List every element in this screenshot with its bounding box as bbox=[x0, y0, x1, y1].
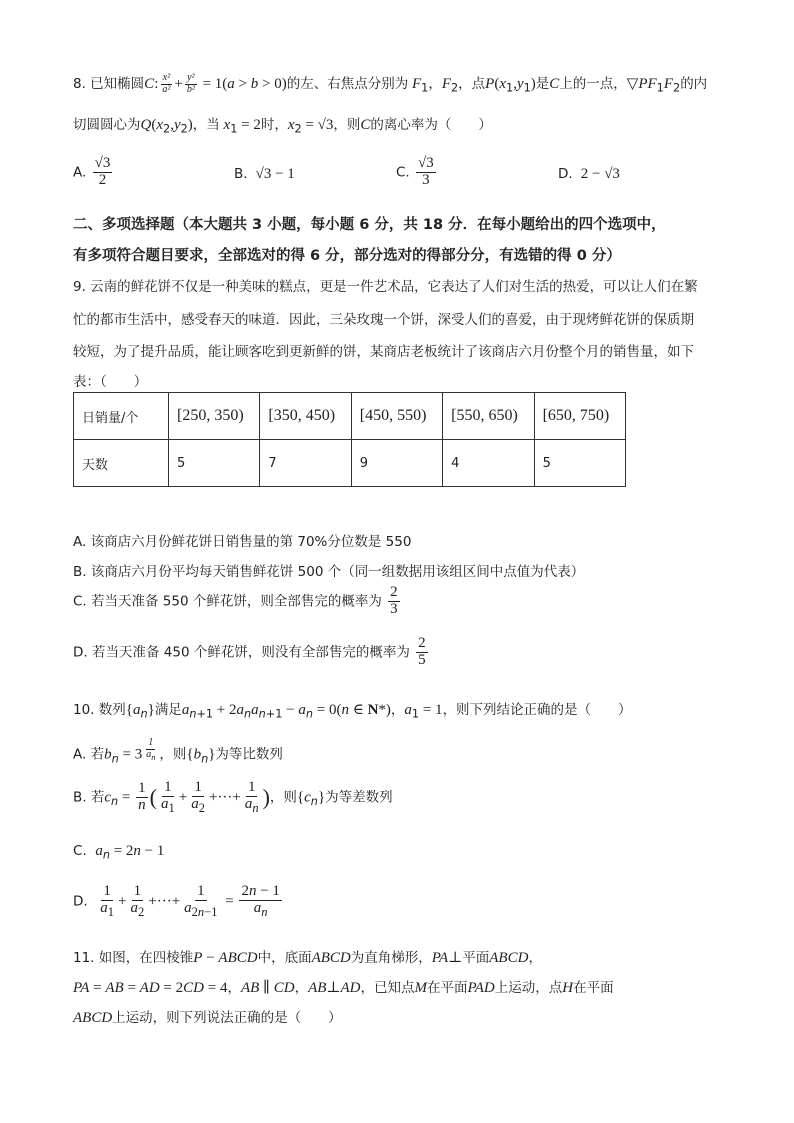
q8-option-d[interactable]: D. 2 − √3 bbox=[558, 166, 620, 182]
table-cell: 4 bbox=[443, 440, 534, 487]
q8-option-a[interactable]: A. $\frac{√3}{2}$ bbox=[73, 155, 111, 188]
q9-line: 较短，为了提升品质，能让顾客吃到更新鲜的饼，某商店老板统计了该商店六月份整个月的销售量，如下 bbox=[73, 344, 694, 360]
q9-option-a[interactable]: A. 该商店六月份鲜花饼日销售量的第 70%分位数是 550 bbox=[73, 534, 412, 550]
q10-option-b[interactable]: B. 若$c_n$ = $\frac{1}{n}$ ( $\frac{1}{a_1}$ + $\frac{1}{a_2}$ +···+ $\frac{1}{a_n}$ )，则$\{c_n\}$为等差数列 bbox=[73, 779, 393, 815]
sales-table bbox=[73, 392, 626, 487]
table-cell: 7 bbox=[260, 440, 351, 487]
q10-option-c[interactable]: C. $a_n = 2n - 1$ bbox=[73, 843, 165, 862]
q10-option-a[interactable]: A. 若$b_n = 3$ $^{\frac{1}{a_n}}$ ，则$\{b_n\}$为等比数列 bbox=[73, 737, 283, 766]
table-cell: [650, 750) bbox=[534, 393, 625, 440]
section-heading: 二、多项选择题（本大题共 3 小题，每小题 6 分，共 18 分．在每小题给出的四个选项中， bbox=[73, 217, 666, 233]
table-cell: 5 bbox=[534, 440, 625, 487]
q8-text: 8. 已知椭圆 bbox=[73, 76, 145, 92]
section-heading-cont: 有多项符合题目要求，全部选对的得 6 分，部分选对的得部分分，有选错的得 0 分） bbox=[73, 248, 621, 264]
table-header-cell: 天数 bbox=[74, 440, 169, 487]
q11-line2: PA = AB = AD = 2CD = 4，AB ∥ CD，AB⊥AD，已知点M在平面PAD上运动，点H在平面 bbox=[73, 980, 614, 996]
q10-option-d[interactable]: D. $\frac{1}{a_1}$ + $\frac{1}{a_2}$ +···+ $\frac{1}{a_{2n-1}}$ = $\frac{2n - 1}{a_n}$ bbox=[73, 883, 280, 919]
q9-line: 9. 云南的鲜花饼不仅是一种美味的糕点，更是一件艺术品，它表达了人们对生活的热爱，可以让人们在繁 bbox=[73, 279, 698, 295]
table-cell: 5 bbox=[169, 440, 260, 487]
q10-stem: 10. 数列$\{a_n\}$满足$a_{n+1} + 2a_na_{n+1} - a_n = 0(n$ ∈ N*)，$a_1 = 1$，则下列结论正确的是（ ） bbox=[73, 702, 632, 721]
table-cell: 9 bbox=[351, 440, 442, 487]
q11-line1: 11. 如图，在四棱锥P − ABCD中，底面ABCD为直角梯形，PA⊥平面ABCD， bbox=[73, 950, 542, 966]
q9-option-b[interactable]: B. 该商店六月份平均每天销售鲜花饼 500 个（同一组数据用该组区间中点值为代表） bbox=[73, 564, 585, 580]
q9-line: 忙的都市生活中，感受春天的味道．因此，三朵玫瑰一个饼，深受人们的喜爱，由于现烤鲜花饼的保质期 bbox=[73, 312, 694, 328]
table-cell: [350, 450) bbox=[260, 393, 351, 440]
table-row bbox=[74, 393, 626, 440]
q9-line: 表：（ ） bbox=[73, 374, 148, 390]
table-cell: [550, 650) bbox=[443, 393, 534, 440]
q8-option-c[interactable]: C. $\frac{√3}{3}$ bbox=[396, 155, 434, 188]
table-row bbox=[74, 440, 626, 487]
q8-line1: 8. 已知椭圆C: $\frac{\text{x²}}{\text{a²}}$ + $\frac{\text{y²}}{\text{b²}}$ = 1(a > b > 0)的左、右焦点分别为 $F_1$，$F_2$，点$P(x_1,y_1)$是C上的一点，$▽PF_1F_2$的内 bbox=[73, 72, 708, 95]
table-header-cell: 日销量/个 bbox=[74, 393, 169, 440]
q8-line2: 切圆圆心为$Q(x_2,y_2)$，当 $x_1 = 2$时，$x_2 = √3$，则C的离心率为（ ） bbox=[73, 117, 492, 136]
q9-option-d[interactable]: D. 若当天准备 450 个鲜花饼，则没有全部售完的概率为 $\frac{2}{5}$ bbox=[73, 635, 426, 668]
table-cell: [450, 550) bbox=[351, 393, 442, 440]
table-cell: [250, 350) bbox=[169, 393, 260, 440]
q8-option-b[interactable]: B. √3 − 1 bbox=[234, 166, 295, 182]
q9-option-c[interactable]: C. 若当天准备 550 个鲜花饼，则全部售完的概率为 $\frac{2}{3}$ bbox=[73, 584, 398, 617]
q11-line3: ABCD上运动，则下列说法正确的是（ ） bbox=[73, 1010, 342, 1026]
